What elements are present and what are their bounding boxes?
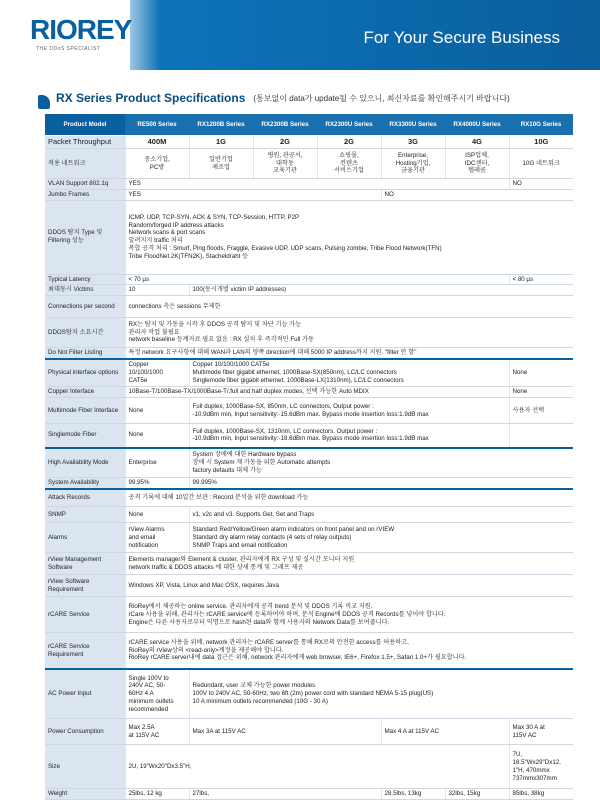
table-row <box>45 448 573 478</box>
row-label: Typical Latency <box>45 274 125 285</box>
table-row <box>45 200 573 274</box>
header-model: RE500 Series <box>125 114 189 136</box>
text-line: Network scans & port scans <box>128 229 206 237</box>
table-row <box>45 523 573 553</box>
header-tagline: For Your Secure Business <box>363 28 560 47</box>
text-line: Redundant, user 교체 가능한 power modules <box>192 682 316 690</box>
table-row <box>45 296 573 318</box>
header-product-model: Product Model <box>45 114 125 136</box>
header-model: RX2300U Series <box>317 114 381 136</box>
table-cell: NO <box>509 179 573 190</box>
row-label: Packet Throughput <box>45 136 125 149</box>
table-cell <box>189 523 573 553</box>
text-line: network traffic & DDOS attacks 에 대한 상세 통계 및 그래프 제공 <box>128 563 304 571</box>
row-label: SNMP <box>45 507 125 523</box>
table-cell: Max 4 A at 115V AC <box>381 719 509 745</box>
text-line: Full duplex, 1000Base-SX, 850nm, LC connectors, Output power : <box>192 402 374 410</box>
table-row <box>45 387 573 398</box>
text-line: 10 A minimum outlets recommended (10G - 30 A) <box>192 697 328 705</box>
row-label: AC Power Input <box>45 669 125 719</box>
table-cell <box>125 318 573 348</box>
section-title <box>38 86 510 110</box>
table-cell: None <box>509 387 573 398</box>
row-label: rView Software Requirement <box>45 575 125 597</box>
table-cell: None <box>509 359 573 387</box>
text-line: -10.9dBm min, Input sensitivity:-15.6dBm max. Bypass mode insertion loss:1.9dB max <box>192 410 429 418</box>
text-line: Standard Red/Yellow/Green alarm indicators on front panel and on rVIEW <box>192 526 395 534</box>
row-label: DDOS탐지 소요시간 <box>45 318 125 348</box>
table-cell: 7U, 18.5"Wx29"Dx12. 1"H, 470mmx 737mmx307mm <box>509 745 573 789</box>
row-label: Singlemode Fiber <box>45 424 125 448</box>
text-line: 장애 시 System 재 가동을 위한 Automatic attempts <box>192 458 331 466</box>
table-row <box>45 789 573 800</box>
table-row <box>45 478 573 489</box>
text-line: Random/forged IP address attacks <box>128 221 224 229</box>
table-row <box>45 597 573 633</box>
text-line: Singlemode fiber gigabit ethernet, 1000Base-LX(1310nm), LC/LC connectors <box>192 376 404 384</box>
row-label: Size <box>45 745 125 789</box>
text-line: System 장애에 대한 Hardware bypass <box>192 451 297 459</box>
text-line: 관리자 작업 불필요 <box>128 328 180 336</box>
text-line: Multimode fiber gigabit ethernet, 1000Base-SX(850nm), LC/LC connectors <box>192 369 397 377</box>
table-cell: Windows XP, Vista, Linux and Mac OSX, requires Java <box>125 575 573 597</box>
table-cell: 32lbs, 15kg <box>445 789 509 800</box>
table-row <box>45 348 573 359</box>
table-cell: 사용자 선택 <box>509 398 573 424</box>
table-cell: Max 2.5A at 115V AC <box>125 719 189 745</box>
row-label: Connections per second <box>45 296 125 318</box>
section-heading: RX Series Product Specifications <box>56 91 246 105</box>
row-label: Jumbo Frames <box>45 189 125 200</box>
row-label: rCARE Service Requirement <box>45 633 125 669</box>
header-model: RX4000U Series <box>445 114 509 136</box>
row-label: Multimode Fiber Interface <box>45 398 125 424</box>
text-line: RioRey에서 제공하는 online service. 관리자에게 공격 trend 분석 및 DDOS 기록 비교 지원. <box>128 603 373 611</box>
table-row <box>45 633 573 669</box>
table-cell: 2G <box>317 136 381 149</box>
table-row <box>45 719 573 745</box>
table-cell: v1, v2c and v3. Supports Get, Set and Traps <box>189 507 573 523</box>
table-cell: 병원, 관공서, 대학동 교육기관 <box>253 149 317 179</box>
text-line: Full duplex, 1000Base-SX, 1310nm, LC connectors, Output power : <box>192 427 378 435</box>
spec-table <box>45 113 573 800</box>
logo-subtitle: THE DDoS SPECIALIST <box>36 46 101 52</box>
table-cell: 2G <box>253 136 317 149</box>
text-line: RioRey의 rView상의 <read-only>계정을 제공해야 합니다. <box>128 646 284 654</box>
text-line: rCARE service 사용을 위해, network 관리자는 rCARE server를 통해 RX로의 안전한 access를 허용하고, <box>128 638 409 646</box>
text-line: rCare 사용을 위해, 관리자는 rCARE service에 등록하여야 하며, 분석 Engine에 DDOS 공격 Records를 넣어야 합니다. <box>128 610 446 618</box>
table-row <box>45 274 573 285</box>
text-line: Engine은 다른 사용자로부터 익명으로 hash된 data와 함께 사용자의 Network Data를 보여줍니다. <box>128 618 390 626</box>
riorey-logo: RIOREY <box>30 14 132 45</box>
row-label: Copper Interface <box>45 387 125 398</box>
table-cell: 10 <box>125 285 189 296</box>
table-cell: 10Base-T/100Base-TX/1000Base-T/,full and half duplex modes, 선택 가능한 Auto MDIX <box>125 387 509 398</box>
table-cell: 99.95% <box>125 478 189 489</box>
table-cell: 공격 기록에 대해 10일간 보관 : Record 분석을 위한 download 가능 <box>125 489 573 507</box>
table-row <box>45 398 573 424</box>
text-line: 복합 공격 처리 : Smurf, Ping floods, Fraggle, Evasive UDP, UDP scans, Pulsing zombie, Tribe Flood Network(TFN) <box>128 244 442 252</box>
table-cell <box>189 669 573 719</box>
table-cell: YES <box>125 179 509 190</box>
table-cell <box>189 424 509 448</box>
table-cell: 27lbs, <box>189 789 381 800</box>
row-label: 적용 네트워크 <box>45 149 125 179</box>
table-cell: YES <box>125 189 381 200</box>
table-cell: 28.5lbs, 13kg <box>381 789 445 800</box>
row-label: DDOS 탐지 Type 및 Filtering 성능 <box>45 200 125 274</box>
table-cell: connections 측은 sessions 무제한 <box>125 296 573 318</box>
header-model: RX10G Series <box>509 114 573 136</box>
table-cell: 2U, 19"Wx20"Dx3.5"H, <box>125 745 509 789</box>
table-cell: 특정 network 요구사항에 대해 WAN과 LAN의 양쪽 direction에 대해 5000 IP address까지 지원. "filter 안 함" <box>125 348 573 359</box>
text-line: RioRey rCARE server내에 data 접근은 위해, network 관리자에게 web browser, IE6+, Firefox 1.5+, Safari 1.0+가 필요합니다. <box>128 654 467 662</box>
table-cell <box>125 553 573 575</box>
table-cell: < 80 µs <box>509 274 573 285</box>
row-label: rCARE Service <box>45 597 125 633</box>
text-line: Tribe FloodNet 2K(TFN2K), Stacheldraht 등 <box>128 252 249 260</box>
row-label: System Availability <box>45 478 125 489</box>
table-cell <box>189 398 509 424</box>
table-cell: 99.995% <box>189 478 573 489</box>
row-label: Alarms <box>45 523 125 553</box>
table-cell: Single 100V to 240V AC, 50- 60Hz 4 A minimum outlets recommended <box>125 669 189 719</box>
row-label: Weight <box>45 789 125 800</box>
row-label: Physical interface options <box>45 359 125 387</box>
text-line: network baseline 등계자료 필요 없음 : RX 설치 후 즉각적인 Full 가동 <box>128 336 315 344</box>
text-line: -10.9dBm min, Input sensitivity:-18.6dBm max. Bypass mode insertion loss:1.9dB max <box>192 435 429 443</box>
page-header <box>0 0 600 70</box>
row-label: Attack Records <box>45 489 125 507</box>
table-cell: 3G <box>381 136 445 149</box>
table-cell: None <box>125 507 189 523</box>
table-row <box>45 149 573 179</box>
table-cell: Enterprise, Hosting기업, 금융기관 <box>381 149 445 179</box>
header-model: RX3300U Series <box>381 114 445 136</box>
table-row <box>45 359 573 387</box>
table-cell: 4G <box>445 136 509 149</box>
table-cell: None <box>125 424 189 448</box>
section-marker-icon <box>38 87 50 109</box>
text-line: SNMP Traps and email notification <box>192 541 288 549</box>
table-cell <box>125 597 573 633</box>
row-label: High Availability Mode <box>45 448 125 478</box>
table-row <box>45 424 573 448</box>
row-label: VLAN Support 802.1q <box>45 179 125 190</box>
table-cell: NO <box>381 189 573 200</box>
row-label: Do Not Filter Listing <box>45 348 125 359</box>
table-cell: None <box>125 398 189 424</box>
table-row <box>45 136 573 149</box>
text-line: 알려지지 traffic 처리 <box>128 237 183 244</box>
text-line: Copper 10/100/1000 CAT5e <box>192 361 270 369</box>
row-label: rView Management Software <box>45 553 125 575</box>
table-cell: Max 3A at 115V AC <box>189 719 381 745</box>
table-row <box>45 553 573 575</box>
table-cell: 85lbs, 38kg <box>509 789 573 800</box>
table-cell: 일반기업 제조업 <box>189 149 253 179</box>
table-cell: Enterprise <box>125 448 189 478</box>
text-line: ICMP, UDP, TCP-SYN, ACK & SYN, TCP-Session, HTTP, P2P <box>128 213 300 221</box>
text-line: Elements manager와 Element & cluster, 관리자에게 RX 구성 및 실시간 모니터 지원 <box>128 556 355 563</box>
table-cell <box>189 448 573 478</box>
table-cell: 쇼핑몰, 컨텐츠 서비스기업 <box>317 149 381 179</box>
table-row <box>45 507 573 523</box>
table-cell: 25lbs, 12 kg <box>125 789 189 800</box>
table-cell: 10G 네트워크 <box>509 149 573 179</box>
table-row <box>45 489 573 507</box>
table-cell: 중소기업, PC방 <box>125 149 189 179</box>
table-row <box>45 669 573 719</box>
header-model: RX2300B Series <box>253 114 317 136</box>
table-cell: ISP업체, IDC센터, 텔레콤 <box>445 149 509 179</box>
row-label: Power Consumption <box>45 719 125 745</box>
table-row <box>45 318 573 348</box>
text-line: RX는 탐지 및 가동을 시작 후 DDOS 공격 탐지 및 차단 기능 가능 <box>128 320 302 328</box>
table-row <box>45 285 573 296</box>
table-row <box>45 745 573 789</box>
table-row <box>45 575 573 597</box>
row-label: 최대동시 Victims <box>45 285 125 296</box>
table-row <box>45 189 573 200</box>
table-cell <box>189 359 509 387</box>
table-cell: 1G <box>189 136 253 149</box>
header-model: RX1200B Series <box>189 114 253 136</box>
table-cell: rView Alarms and email notification <box>125 523 189 553</box>
text-line: Standard dry alarm relay contacts (4 sets of relay outputs) <box>192 533 352 541</box>
table-header-row <box>45 114 573 136</box>
text-line: factory defaults 대체 가능 <box>192 466 262 474</box>
table-cell: 100(동시개별 victim IP addresses) <box>189 285 573 296</box>
table-cell: 400M <box>125 136 189 149</box>
table-cell: 10G <box>509 136 573 149</box>
section-note: (통보없이 data가 update될 수 있으니, 최신자료를 확인해주시기 바랍니다) <box>253 93 510 103</box>
table-cell: Max 30 A at 115V AC <box>509 719 573 745</box>
text-line: 100V to 240V AC, 50-60Hz, two 6ft (2m) power cord with standard NEMA 5-15 plug(US) <box>192 690 434 698</box>
table-cell: Copper 10/100/1000 CAT5e <box>125 359 189 387</box>
logo-area <box>0 0 130 70</box>
table-cell <box>125 633 573 669</box>
table-cell <box>125 200 573 274</box>
table-cell: < 70 µs <box>125 274 509 285</box>
table-row <box>45 179 573 190</box>
table-cell <box>509 424 573 448</box>
